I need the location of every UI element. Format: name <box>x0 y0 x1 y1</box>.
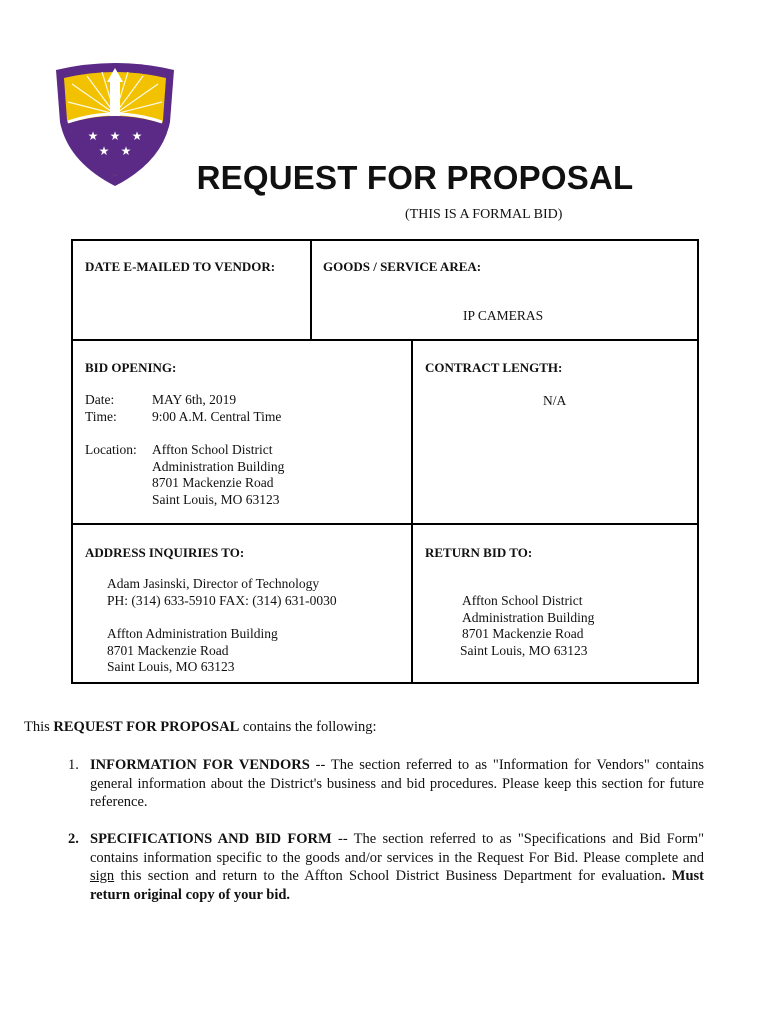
return-address-line: Saint Louis, MO 63123 <box>460 643 588 658</box>
intro-paragraph <box>24 718 744 737</box>
item-text: -- The section referred to as "Specifications and Bid Form" contains information specific to the goods and/or services in the Request For Bid. Please complete and <box>90 831 704 866</box>
item-title: SPECIFICATIONS AND BID FORM <box>90 831 332 847</box>
list-item <box>90 830 704 904</box>
inquiry-address-line: Affton Administration Building <box>107 626 278 641</box>
item-text: this section and return to the Affton School District Business Department for evaluation <box>114 868 662 884</box>
item-title: INFORMATION FOR VENDORS <box>90 757 310 773</box>
bid-location-line: 8701 Mackenzie Road <box>152 475 274 490</box>
inquiry-contact-line: PH: (314) 633-5910 FAX: (314) 631-0030 <box>107 593 337 608</box>
list-item-number: 2. <box>68 831 79 847</box>
bid-location-line: Saint Louis, MO 63123 <box>152 492 280 507</box>
svg-text:★: ★ <box>120 144 132 158</box>
inquiry-address-line: 8701 Mackenzie Road <box>107 643 229 658</box>
return-address-line: Administration Building <box>462 610 595 625</box>
divider-col2 <box>411 339 413 683</box>
intro-post: contains the following: <box>239 719 377 735</box>
intro-bold: REQUEST FOR PROPOSAL <box>53 719 240 735</box>
goods-service-value: IP CAMERAS <box>463 308 544 323</box>
return-address-line: Affton School District <box>462 593 583 608</box>
contract-length-label: CONTRACT LENGTH: <box>425 360 563 375</box>
return-address-line: 8701 Mackenzie Road <box>462 626 584 641</box>
page-subtitle: (THIS IS A FORMAL BID) <box>405 207 563 222</box>
inquiry-contact-line: Adam Jasinski, Director of Technology <box>107 576 320 591</box>
bid-date-label: Date: <box>85 392 115 407</box>
divider-row2-bottom <box>71 523 699 525</box>
address-inquiries-label: ADDRESS INQUIRIES TO: <box>85 545 245 560</box>
svg-text:★: ★ <box>87 129 99 143</box>
tower-icon <box>110 80 120 116</box>
list-item-number: 1. <box>68 757 79 773</box>
intro-pre: This <box>24 719 54 735</box>
return-bid-label: RETURN BID TO: <box>425 545 533 560</box>
bid-date-value: MAY 6th, 2019 <box>152 392 237 407</box>
item-text: -- The section referred to as "Information for Vendors" contains general information about the District's business and bid procedures. Please keep this section for future reference. <box>90 757 704 810</box>
date-emailed-label: DATE E-MAILED TO VENDOR: <box>85 259 276 274</box>
inquiry-address-line: Saint Louis, MO 63123 <box>107 659 235 674</box>
contract-length-value: N/A <box>543 393 567 408</box>
page-title: REQUEST FOR PROPOSAL <box>196 159 634 196</box>
svg-text:★: ★ <box>109 129 121 143</box>
bid-location-line: Affton School District <box>152 442 273 457</box>
bid-time-value: 9:00 A.M. Central Time <box>152 409 282 424</box>
list-item <box>90 756 704 812</box>
item-underline: sign <box>90 868 115 884</box>
bid-time-label: Time: <box>85 409 117 424</box>
item-bold-end: . Must return original copy of your bid. <box>90 868 704 903</box>
goods-service-label: GOODS / SERVICE AREA: <box>323 259 482 274</box>
bid-location-line: Administration Building <box>152 459 285 474</box>
divider-row1-bottom <box>71 339 699 341</box>
bid-location-label: Location: <box>85 442 137 457</box>
bid-opening-label: BID OPENING: <box>85 360 177 375</box>
svg-text:★: ★ <box>98 144 110 158</box>
divider-row1 <box>310 239 312 341</box>
svg-text:★: ★ <box>131 129 143 143</box>
